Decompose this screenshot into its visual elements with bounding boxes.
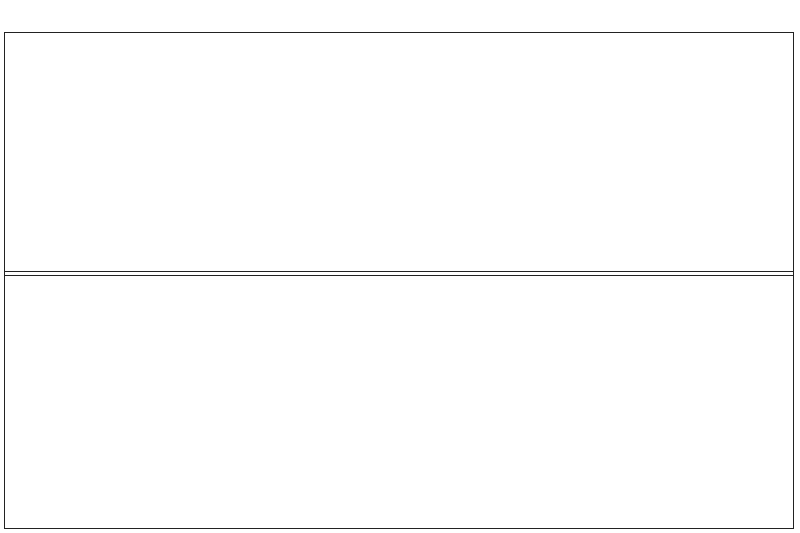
page-title <box>0 0 800 30</box>
bottom-genealogy-table <box>4 275 794 529</box>
top-genealogy-table <box>4 32 794 272</box>
